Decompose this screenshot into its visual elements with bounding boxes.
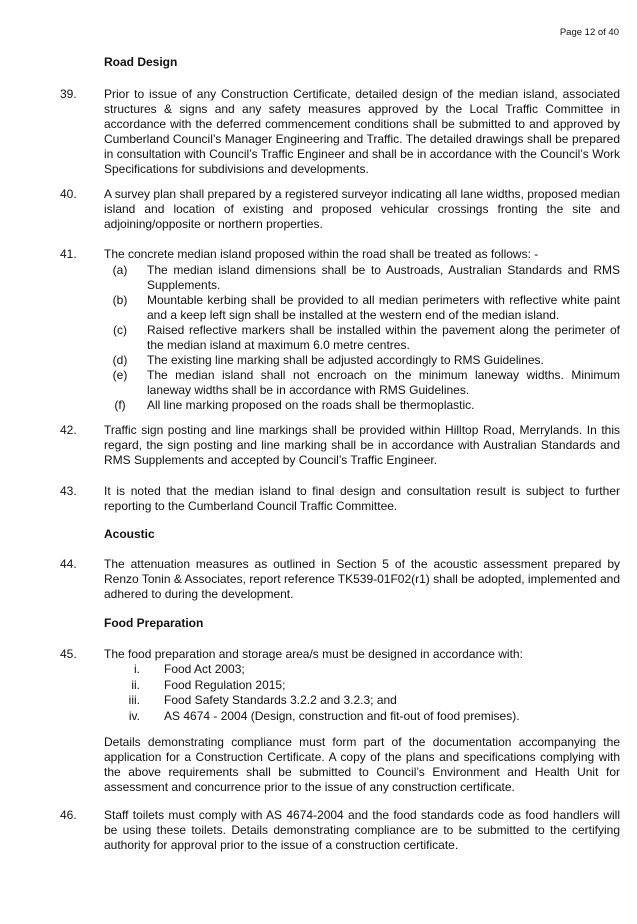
clause-text: The concrete median island proposed within the road shall be treated as follows: - [104,247,539,261]
clause-number: 41. [60,247,77,261]
clause-number: 44. [60,557,77,571]
clause-text: It is noted that the median island to final design and consultation result is subject to further reporting to the Cumberland Council Traffic Committee. [104,484,620,513]
clause-number: 43. [60,484,77,498]
sub-text: The median island shall not encroach on the minimum laneway widths. Minimum laneway widths shall be in accordance with RMS Guidelines. [147,368,620,397]
clause-39 [60,87,620,177]
sub-item-c [105,323,620,353]
requirement-text: Food Regulation 2015; [164,677,286,692]
heading-acoustic: Acoustic [104,527,155,541]
clause-42 [60,423,620,468]
clause-number: 40. [60,187,77,201]
clause-text: The attenuation measures as outlined in Section 5 of the acoustic assessment prepared by Renzo Tonin & Associates, report reference TK539-01F02(r1) shall be adopted, implemented and adhered to during the development. [104,557,620,601]
sub-text: Mountable kerbing shall be provided to all median perimeters with reflective white paint and a keep left sign shall be installed at the western end of the median island. [147,293,620,322]
clause-46 [60,808,620,853]
sub-item-e [105,368,620,398]
heading-food-preparation: Food Preparation [104,616,204,630]
sub-list [105,263,620,413]
sub-label: (a) [112,263,128,277]
sub-item-d [105,353,620,368]
sub-label: (f) [114,398,126,412]
clause-text: Traffic sign posting and line markings shall be provided within Hilltop Road, Merrylands. In this regard, the sign posting and line marking shall be in accordance with Australian Standards and RMS Supplements and accepted by Council’s Traffic Engineer. [104,423,620,467]
sub-text: All line marking proposed on the roads shall be thermoplastic. [147,398,475,412]
sub-label: (d) [112,353,128,367]
sub-item-f [105,398,620,413]
clause-41 [60,247,620,413]
clause-43 [60,484,620,514]
clause-number: 46. [60,808,77,822]
sub-label: (c) [113,323,127,337]
requirement-text: Food Safety Standards 3.2.2 and 3.2.3; and [164,693,397,707]
requirement-list [120,662,620,724]
sub-text: The existing line marking shall be adjusted accordingly to RMS Guidelines. [147,353,544,367]
sub-text: The median island dimensions shall be to Austroads, Australian Standards and RMS Supplements. [147,263,620,292]
clause-number: 45. [60,647,77,661]
sub-text: Raised reflective markers shall be installed within the pavement along the perimeter of the median island at maximum 6.0 metre centres. [147,323,620,352]
sub-item-a [105,263,620,293]
clause-text: Staff toilets must comply with AS 4674-2004 and the food standards code as food handlers will be using these toilets. Details demonstrating compliance are to be submitted to the certifying authority for approval prior to the issue of a construction certificate. [104,808,620,852]
sub-label: (b) [112,293,128,307]
requirement-text: Food Act 2003; [164,662,245,676]
clause-45 [60,647,620,724]
requirement-text: AS 4674 - 2004 (Design, construction and fit-out of food premises). [164,708,520,723]
page-number: Page 12 of 40 [559,27,619,38]
heading-road-design: Road Design [104,55,178,69]
requirement-item-ii [120,678,620,694]
requirement-item-iii [120,693,620,709]
roman-label: iv. [128,708,140,723]
roman-label: i. [134,662,140,676]
sub-item-b [105,293,620,323]
clause-40 [60,187,620,232]
clause-44 [60,557,620,602]
clause-text: The food preparation and storage area/s must be designed in accordance with: [104,647,523,661]
roman-label: ii. [131,677,140,692]
requirement-item-i [120,662,620,678]
sub-label: (e) [112,368,128,382]
clause-45-followup: Details demonstrating compliance must form part of the documentation accompanying the application for a Construction Certificate. A copy of the plans and specifications complying with the above requirements shall be submitted to Council’s Environment and Health Unit for assessment and concurrence prior to the issue of any construction certificate. [104,735,620,794]
clause-number: 42. [60,423,77,437]
clause-text: A survey plan shall prepared by a registered surveyor indicating all lane widths, proposed median island and location of existing and proposed vehicular crossings fronting the site and adjoining/opposite or northern properties. [104,187,620,231]
requirement-item-iv [120,709,620,725]
clause-text: Prior to issue of any Construction Certificate, detailed design of the median island, associated structures & signs and any safety measures approved by the Local Traffic Committee in accordance with the deferred commencement conditions shall be submitted to and approved by Cumberland Council’s Manager Engineering and Traffic. The detailed drawings shall be prepared in consultation with Council’s Traffic Engineer and shall be in accordance with the Council’s Work Specifications for subdivisions and developments. [104,87,620,176]
clause-number: 39. [60,87,77,101]
roman-label: iii. [128,693,140,707]
